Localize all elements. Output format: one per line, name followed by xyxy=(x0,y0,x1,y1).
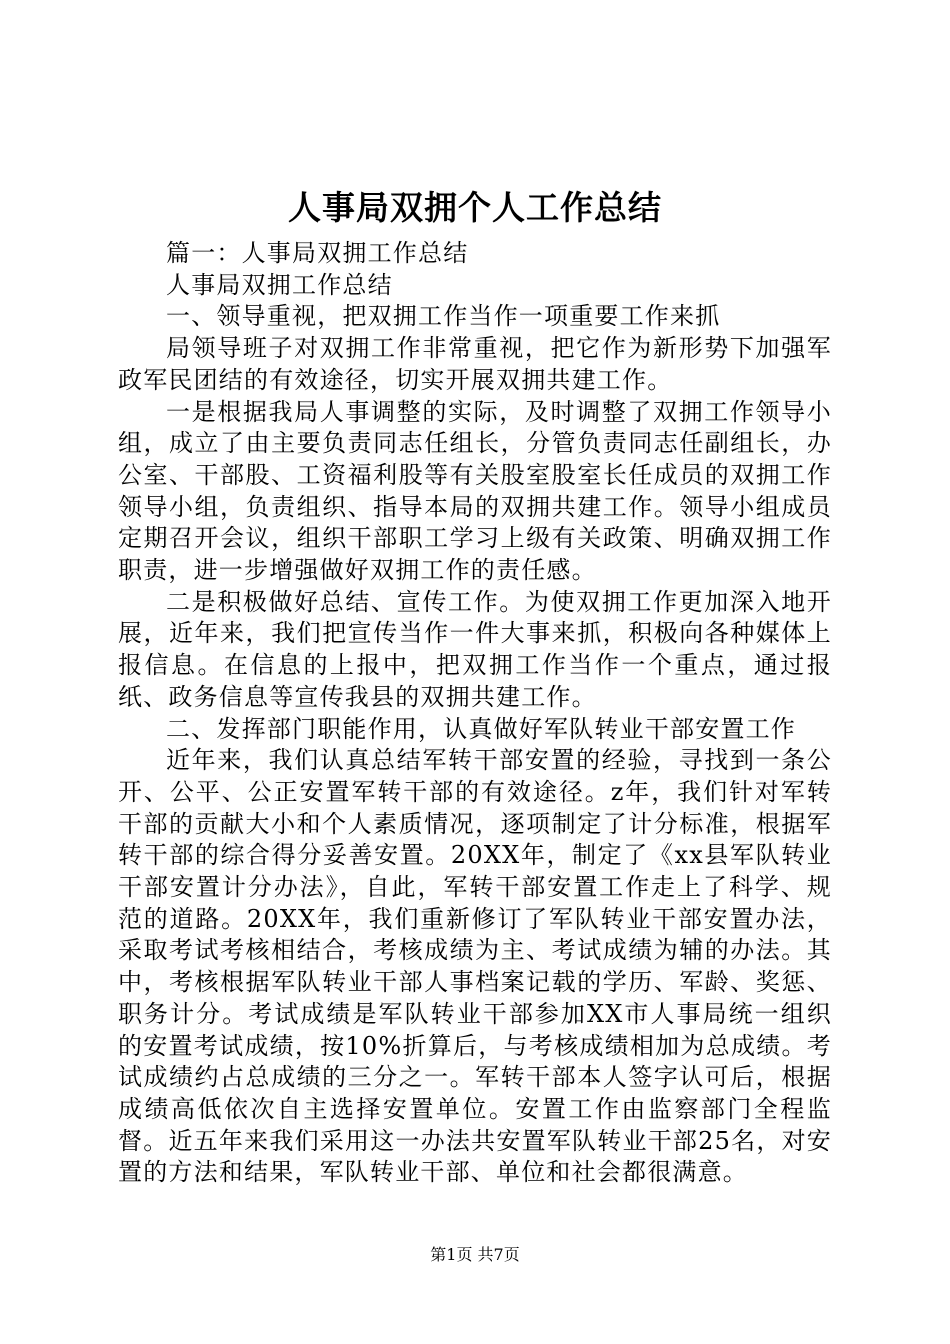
paragraph: 局领导班子对双拥工作非常重视，把它作为新形势下加强军政军民团结的有效途径，切实开展双拥共建工作。 xyxy=(118,334,832,394)
paragraph: 二是积极做好总结、宣传工作。为使双拥工作更加深入地开展，近年来，我们把宣传当作一件大事来抓，积极向各种媒体上报信息。在信息的上报中，把双拥工作当作一个重点，通过报纸、政务信息等宣传我县的双拥共建工作。 xyxy=(118,587,832,711)
document-body xyxy=(118,238,832,1189)
paragraph: 一是根据我局人事调整的实际，及时调整了双拥工作领导小组，成立了由主要负责同志任组长，分管负责同志任副组长，办公室、干部股、工资福利股等有关股室股室长任成员的双拥工作领导小组，负责组织、指导本局的双拥共建工作。领导小组成员定期召开会议，组织干部职工学习上级有关政策、明确双拥工作职责，进一步增强做好双拥工作的责任感。 xyxy=(118,397,832,585)
paragraph: 近年来，我们认真总结军转干部安置的经验，寻找到一条公开、公平、公正安置军转干部的有效途径。z年，我们针对军转干部的贡献大小和个人素质情况，逐项制定了计分标准，根据军转干部的综合得分妥善安置。20XX年，制定了《xx县军队转业干部安置计分办法》，自此，军转干部安置工作走上了科学、规范的道路。20XX年，我们重新修订了军队转业干部安置办法，采取考试考核相结合，考核成绩为主、考试成绩为辅的办法。其中，考核根据军队转业干部人事档案记载的学历、军龄、奖惩、职务计分。考试成绩是军队转业干部参加XX市人事局统一组织的安置考试成绩，按10%折算后，与考核成绩相加为总成绩。考试成绩约占总成绩的三分之一。军转干部本人签字认可后，根据成绩高低依次自主选择安置单位。安置工作由监察部门全程监督。近五年来我们采用这一办法共安置军队转业干部25名，对安置的方法和结果，军队转业干部、单位和社会都很满意。 xyxy=(118,746,832,1187)
point-heading-2: 二、发挥部门职能作用，认真做好军队转业干部安置工作 xyxy=(166,714,796,743)
document-title: 人事局双拥个人工作总结 xyxy=(288,188,662,227)
subtitle: 人事局双拥工作总结 xyxy=(166,270,393,299)
section-heading: 篇一：人事局双拥工作总结 xyxy=(166,239,469,267)
page-footer: 第1页 共7页 xyxy=(430,1245,520,1264)
point-heading-1: 一、领导重视，把双拥工作当作一项重要工作来抓 xyxy=(166,302,721,331)
document-page xyxy=(118,0,832,1344)
